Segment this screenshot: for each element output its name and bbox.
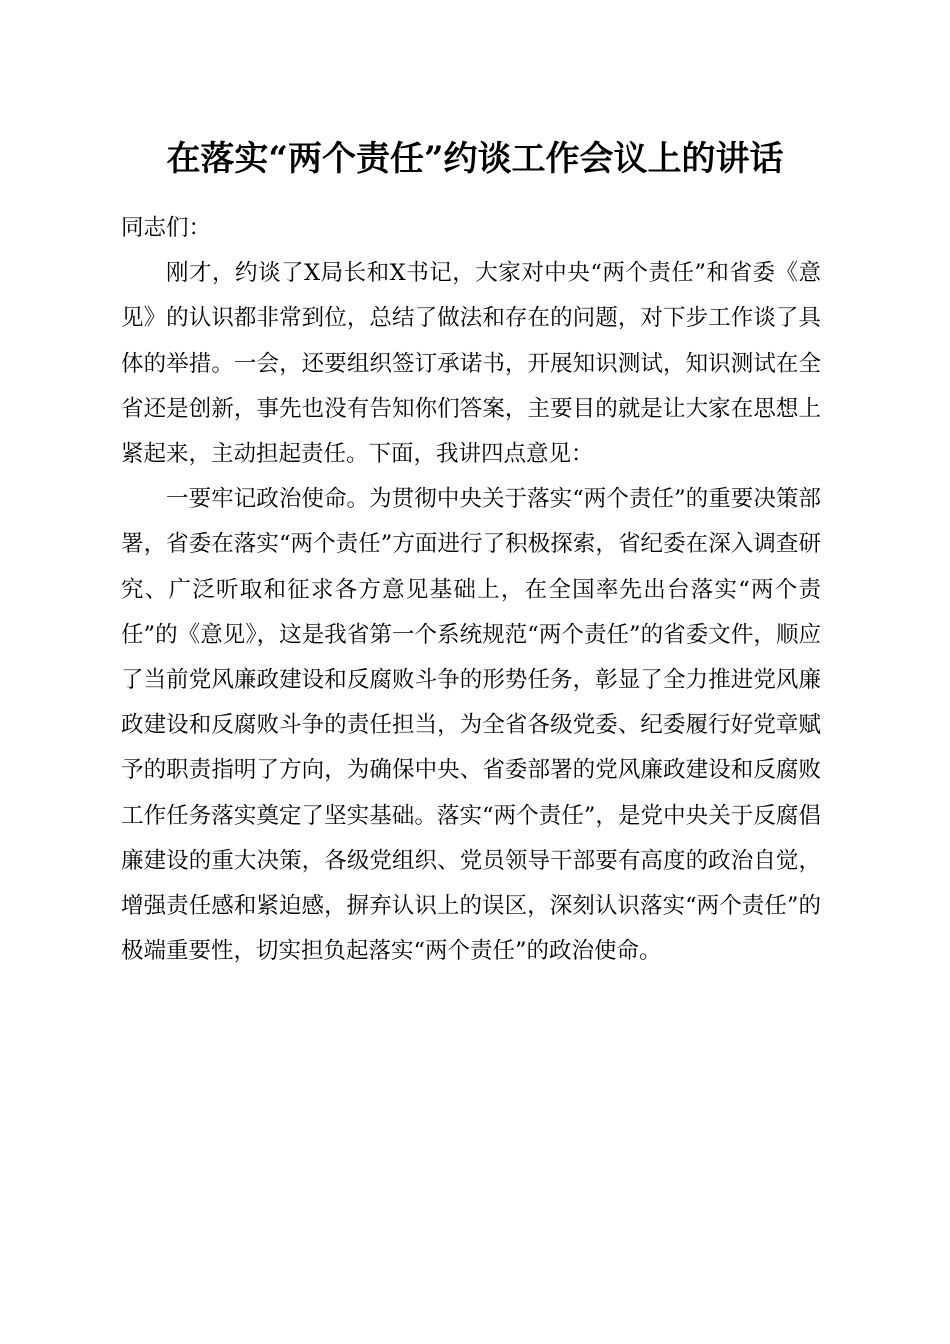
greeting-line: 同志们： (121, 215, 212, 241)
body-paragraph-2: 一要牢记政治使命。为贯彻中央关于落实“两个责任”的重要决策部署，省委在落实“两个责任”方面进行了积极探索，省纪委在深入调查研究、广泛听取和征求各方意见基础上，在全国率先出台落实“两个责任”的《意见》，这是我省第一个系统规范“两个责任”的省委文件，顺应了当前党风廉政建设和反腐败斗争的形势任务，彰显了全力推进党风廉政建设和反腐败斗争的责任担当，为全省各级党委、纪委履行好党章赋予的职责指明了方向，为确保中央、省委部署的党风廉政建设和反腐败工作任务落实奠定了坚实基础。落实“两个责任”，是党中央关于反腐倡廉建设的重大决策，各级党组织、党员领导干部要有高度的政治自觉，增强责任感和紧迫感，摒弃认识上的误区，深刻认识落实“两个责任”的极端重要性，切实担负起落实“两个责任”的政治使命。 (121, 486, 821, 965)
document-title: 在落实“两个责任”约谈工作会议上的讲话 (166, 139, 784, 179)
body-paragraph-1: 刚才，约谈了X局长和X书记，大家对中央“两个责任”和省委《意见》的认识都非常到位，总结了做法和存在的问题，对下步工作谈了具体的举措。一会，还要组织签订承诺书，开展知识测试，知识测试在全省还是创新，事先也没有告知你们答案，主要目的就是让大家在思想上紧起来，主动担起责任。下面，我讲四点意见： (121, 260, 821, 468)
document-body (121, 206, 821, 974)
